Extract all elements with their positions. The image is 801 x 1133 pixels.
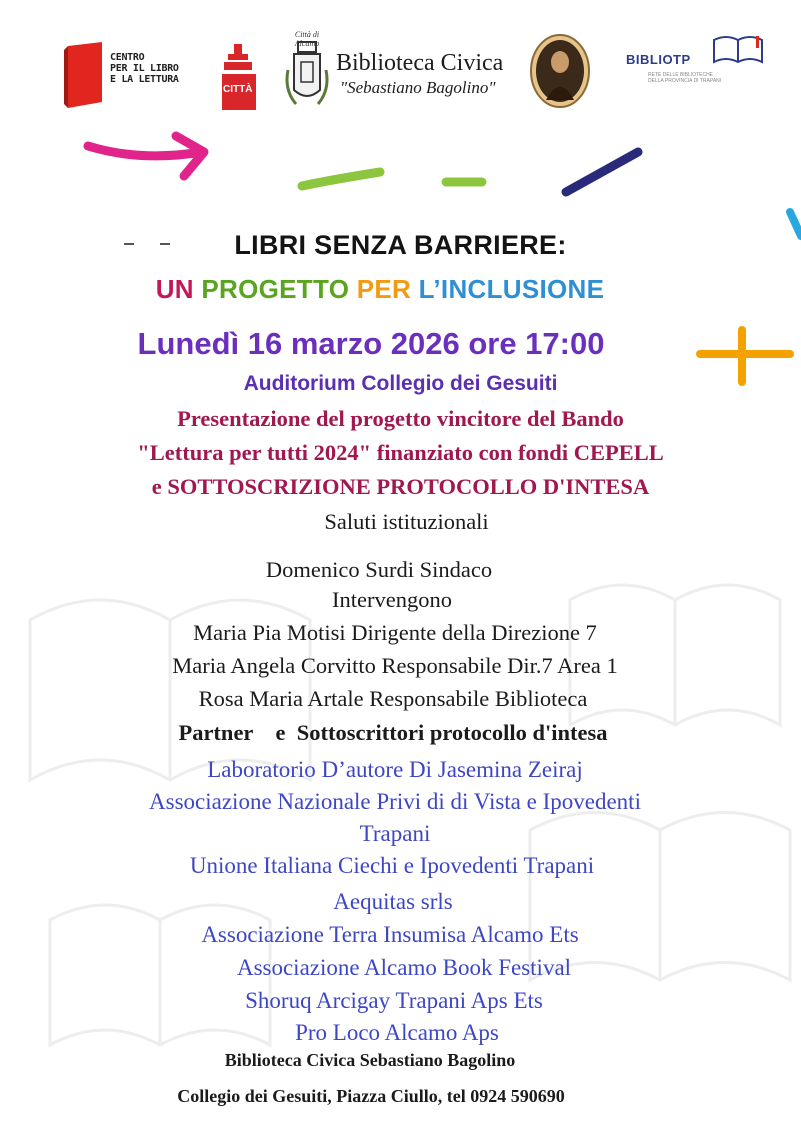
partner-line: Laboratorio D’autore Di Jasemina Zeiraj (207, 757, 583, 782)
partner-line: Unione Italiana Ciechi e Ipovedenti Trapani (189, 853, 595, 878)
organizer-line: Biblioteca Civica Sebastiano Bagolino (224, 1050, 516, 1070)
bibliotp-logo-text: BIBLIOTP (626, 52, 691, 67)
partner-line: Associazione Nazionale Privi di di Vista e Ipovedenti (149, 789, 641, 814)
presentation-line: "Lettura per tutti 2024" finanziato con fondi CEPELL (137, 440, 664, 465)
speaker-line: Rosa Maria Artale Responsabile Biblioteca (198, 686, 588, 711)
address-line: Collegio dei Gesuiti, Piazza Ciullo, tel 0924 590690 (177, 1086, 565, 1106)
presentation-line: Presentazione del progetto vincitore del Bando (177, 406, 624, 431)
presentation-line: e SOTTOSCRIZIONE PROTOCOLLO D'INTESA (151, 474, 650, 499)
navy-slash-icon (566, 152, 638, 192)
crest-caption: Città di Alcamo (294, 30, 320, 48)
presentation-text (0, 402, 801, 504)
subtitle-word: PROGETTO (201, 274, 350, 304)
partner-line: Aequitas srls (333, 889, 453, 914)
partner-line: Trapani (359, 821, 431, 846)
poster-title: LIBRI SENZA BARRIERE: (234, 230, 567, 260)
partner-line: Shoruq Arcigay Trapani Aps Ets (245, 988, 543, 1013)
green-stroke-icon (302, 172, 380, 186)
speaker-line: Maria Pia Motisi Dirigente della Direzione 7 (193, 620, 597, 645)
city-logo-text: CITTÀ (223, 84, 253, 95)
subtitle-word: L’INCLUSIONE (418, 274, 605, 304)
poster-subtitle (0, 274, 760, 305)
event-venue: Auditorium Collegio dei Gesuiti (243, 372, 558, 395)
partner-line: Associazione Terra Insumisa Alcamo Ets (201, 922, 579, 947)
mayor-line: Domenico Surdi Sindaco (265, 557, 493, 582)
event-date: Lunedì 16 marzo 2026 ore 17:00 (137, 326, 605, 361)
pink-arrow-icon (88, 136, 204, 176)
library-name: Biblioteca Civica (336, 50, 504, 76)
bibliotp-logo-subtitle: RETE DELLE BIBLIOTECHE DELLA PROVINCIA DI TRAPANI (648, 72, 722, 84)
speakers-label: Intervengono (332, 587, 452, 612)
partner-line: Associazione Alcamo Book Festival (236, 955, 572, 980)
partner-line: Pro Loco Alcamo Aps (295, 1020, 499, 1045)
speaker-line: Maria Angela Corvitto Responsabile Dir.7 Area 1 (172, 653, 618, 678)
library-subtitle: "Sebastiano Bagolino" (340, 78, 496, 97)
subtitle-word: UN (155, 274, 194, 304)
subtitle-word: PER (356, 274, 412, 304)
cepell-logo-text: CENTRO PER IL LIBRO E LA LETTURA (110, 52, 179, 85)
greetings-label: Saluti istituzionali (324, 509, 489, 534)
partners-label: Partner e Sottoscrittori protocollo d'intesa (178, 720, 608, 745)
